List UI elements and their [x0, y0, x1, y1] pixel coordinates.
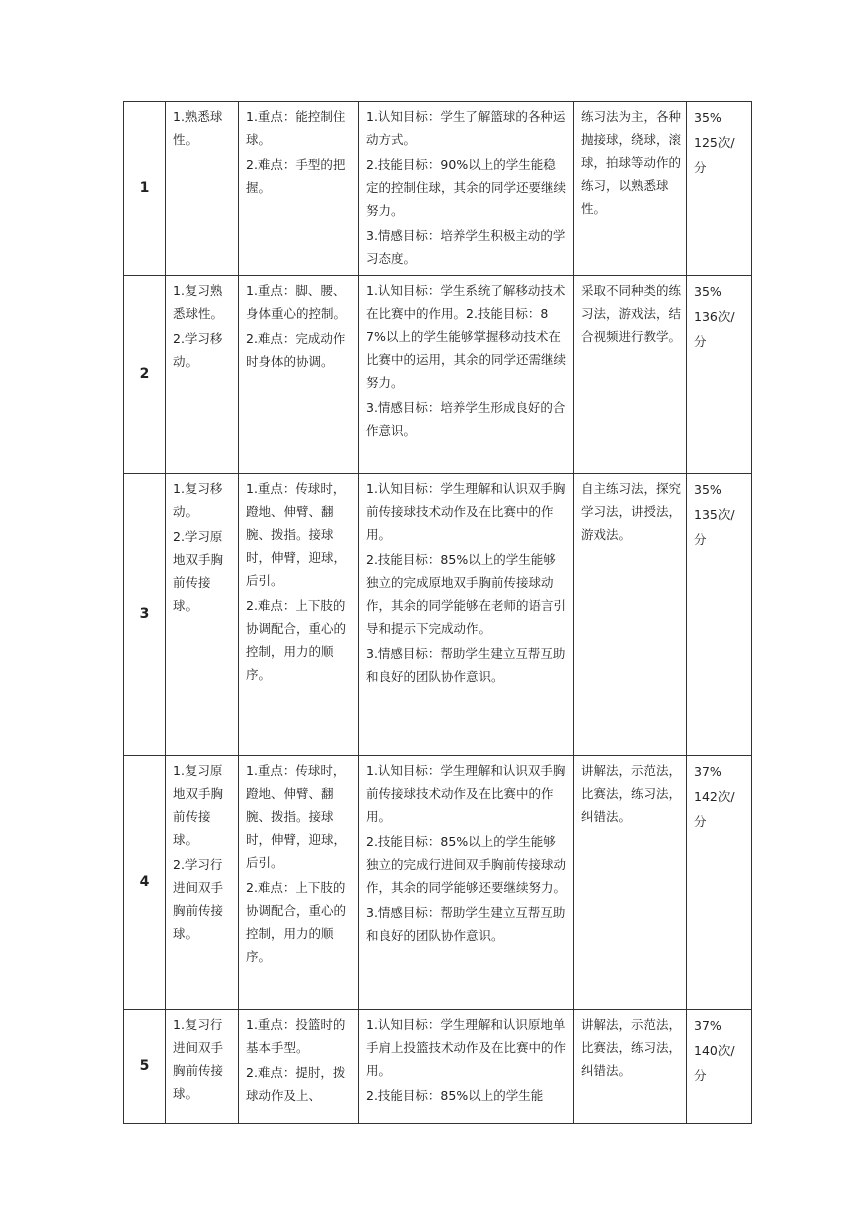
- key-point-item: 1.重点：能控制住球。: [246, 109, 346, 147]
- goal-item: 2.技能目标：85%以上的学生能够独立的完成原地双手胸前传接球动作，其余的同学能够在老师的语言引导和提示下完成动作。: [366, 552, 567, 636]
- key-point-item: 1.重点：脚、腰、身体重心的控制。: [246, 283, 347, 321]
- lesson-content-item: 2.学习移动。: [173, 331, 223, 369]
- teaching-method-cell: [574, 276, 687, 474]
- lesson-content-item: 1.复习行进间双手胸前传接球。: [173, 1017, 224, 1101]
- teaching-method-text: 采取不同种类的练习法，游戏法，结合视频进行教学。: [581, 283, 682, 344]
- exercise-load-cell: [687, 474, 752, 756]
- teaching-method-text: 自主练习法，探究学习法，讲授法，游戏法。: [581, 481, 682, 542]
- lesson-number: 4: [124, 756, 166, 1010]
- exercise-load-cell: [687, 756, 752, 1010]
- lesson-content-item: 2.学习行进间双手胸前传接球。: [173, 857, 224, 941]
- key-difficult-points-cell: [239, 756, 359, 1010]
- average-heart-rate: 125次/分: [694, 135, 735, 175]
- key-difficult-points-cell: [239, 1010, 359, 1124]
- learning-goals-cell: [359, 276, 574, 474]
- key-point-item: 1.重点：传球时，蹬地、伸臂、翻腕、拨指。接球时，伸臂，迎球，后引。: [246, 481, 347, 588]
- lesson-content-cell: [166, 1010, 239, 1124]
- exercise-density: 37%: [694, 1018, 722, 1033]
- teaching-method-cell: [574, 474, 687, 756]
- learning-goals-cell: [359, 474, 574, 756]
- key-point-item: 2.难点：上下肢的协调配合，重心的控制，用力的顺序。: [246, 598, 347, 682]
- lesson-plan-table: [123, 101, 752, 1124]
- learning-goals-cell: [359, 1010, 574, 1124]
- goal-item: 2.技能目标：85%以上的学生能够独立的完成行进间双手胸前传接球动作，其余的同学能够还要继续努力。: [366, 834, 567, 895]
- goal-item: 1.认知目标：学生理解和认识双手胸前传接球技术动作及在比赛中的作用。: [366, 481, 566, 542]
- key-difficult-points-cell: [239, 276, 359, 474]
- learning-goals-cell: [359, 756, 574, 1010]
- average-heart-rate: 135次/分: [694, 507, 735, 547]
- key-point-item: 2.难点：完成动作时身体的协调。: [246, 331, 346, 369]
- teaching-method-cell: [574, 756, 687, 1010]
- key-point-item: 2.难点：提肘，拨球动作及上、: [246, 1065, 346, 1103]
- average-heart-rate: 136次/分: [694, 309, 735, 349]
- teaching-method-text: 讲解法，示范法，比赛法，练习法，纠错法。: [581, 1017, 682, 1078]
- lesson-content-item: 1.复习原地双手胸前传接球。: [173, 763, 224, 847]
- key-point-item: 2.难点：上下肢的协调配合，重心的控制，用力的顺序。: [246, 880, 347, 964]
- exercise-density: 35%: [694, 284, 722, 299]
- key-point-item: 2.难点：手型的把握。: [246, 157, 346, 195]
- average-heart-rate: 142次/分: [694, 789, 735, 829]
- table-row: [124, 1010, 752, 1124]
- teaching-method-cell: [574, 1010, 687, 1124]
- exercise-load-cell: [687, 102, 752, 276]
- lesson-content-item: 2.学习原地双手胸前传接球。: [173, 529, 224, 613]
- table-row: [124, 474, 752, 756]
- lesson-content-item: 1.复习熟悉球性。: [173, 283, 224, 321]
- lesson-number: 1: [124, 102, 166, 276]
- goal-item: 3.情感目标：培养学生形成良好的合作意识。: [366, 400, 566, 438]
- goal-item: 1.认知目标：学生理解和认识原地单手肩上投篮技术动作及在比赛中的作用。: [366, 1017, 567, 1078]
- lesson-number: 3: [124, 474, 166, 756]
- key-difficult-points-cell: [239, 474, 359, 756]
- lesson-number: 5: [124, 1010, 166, 1124]
- table-row: [124, 756, 752, 1010]
- exercise-density: 35%: [694, 110, 722, 125]
- exercise-load-cell: [687, 1010, 752, 1124]
- lesson-content-cell: [166, 756, 239, 1010]
- goal-item: 2.技能目标：90%以上的学生能稳定的控制住球，其余的同学还要继续努力。: [366, 157, 567, 218]
- goal-item: 3.情感目标：帮助学生建立互帮互助和良好的团队协作意识。: [366, 646, 566, 684]
- lesson-content-cell: [166, 276, 239, 474]
- teaching-method-text: 讲解法，示范法，比赛法，练习法，纠错法。: [581, 763, 682, 824]
- goal-item: 1.认知目标：学生系统了解移动技术在比赛中的作用。2.技能目标：87%以上的学生能够掌握移动技术在比赛中的运用，其余的同学还需继续努力。: [366, 283, 567, 390]
- lesson-content-cell: [166, 102, 239, 276]
- exercise-load-cell: [687, 276, 752, 474]
- table-row: [124, 102, 752, 276]
- goal-item: 1.认知目标：学生理解和认识双手胸前传接球技术动作及在比赛中的作用。: [366, 763, 566, 824]
- exercise-density: 35%: [694, 482, 722, 497]
- exercise-density: 37%: [694, 764, 722, 779]
- lesson-content-item: 1.复习移动。: [173, 481, 223, 519]
- lesson-number: 2: [124, 276, 166, 474]
- goal-item: 2.技能目标：85%以上的学生能: [366, 1088, 544, 1103]
- teaching-method-text: 练习法为主，各种抛接球，绕球，滚球，拍球等动作的练习，以熟悉球性。: [581, 109, 682, 216]
- key-point-item: 1.重点：投篮时的基本手型。: [246, 1017, 346, 1055]
- goal-item: 1.认知目标：学生了解篮球的各种运动方式。: [366, 109, 566, 147]
- goal-item: 3.情感目标：培养学生积极主动的学习态度。: [366, 228, 566, 266]
- lesson-content-item: 1.熟悉球性。: [173, 109, 223, 147]
- teaching-method-cell: [574, 102, 687, 276]
- table-row: [124, 276, 752, 474]
- key-point-item: 1.重点：传球时，蹬地、伸臂、翻腕、拨指。接球时，伸臂，迎球，后引。: [246, 763, 347, 870]
- key-difficult-points-cell: [239, 102, 359, 276]
- goal-item: 3.情感目标：帮助学生建立互帮互助和良好的团队协作意识。: [366, 905, 566, 943]
- lesson-content-cell: [166, 474, 239, 756]
- average-heart-rate: 140次/分: [694, 1043, 735, 1083]
- learning-goals-cell: [359, 102, 574, 276]
